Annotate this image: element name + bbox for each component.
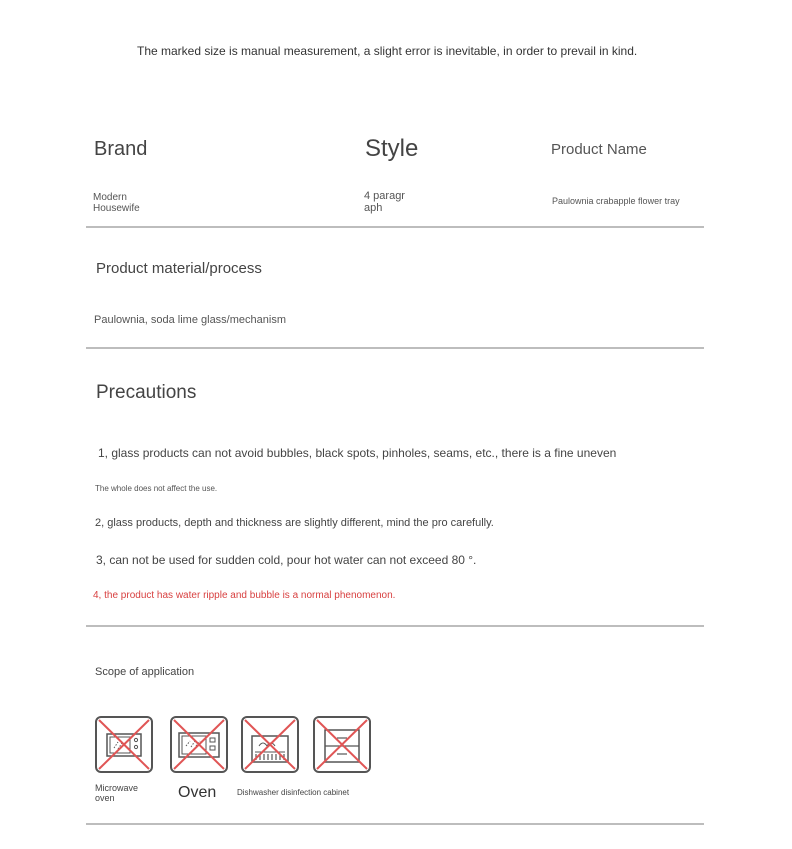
caption-oven: Oven: [178, 784, 217, 801]
product-name-label: Product Name: [551, 141, 647, 158]
material-value: Paulownia, soda lime glass/mechanism: [94, 314, 286, 326]
product-name-value: Paulownia crabapple flower tray: [552, 196, 680, 206]
material-label: Product material/process: [96, 260, 262, 277]
precaution-item-1-continued: The whole does not affect the use.: [95, 484, 218, 493]
divider: [86, 347, 704, 349]
divider: [86, 625, 704, 627]
style-value: 4 paragr aph: [364, 190, 405, 214]
disinfection-cabinet-crossed-icon: [313, 716, 371, 773]
caption-dishwasher: Dishwasher disinfection cabinet: [237, 788, 350, 797]
scope-title: Scope of application: [95, 666, 195, 678]
divider: [86, 823, 704, 825]
precaution-item-4: 4, the product has water ripple and bubble is a normal phenomenon.: [93, 590, 396, 601]
brand-value: Modern Housewife: [93, 192, 140, 214]
oven-crossed-icon: [170, 716, 228, 773]
measurement-note: The marked size is manual measurement, a slight error is inevitable, in order to prevail in kind.: [137, 44, 638, 58]
precaution-item-2: 2, glass products, depth and thickness are slightly different, mind the pro carefully.: [95, 517, 494, 529]
precaution-item-1: 1, glass products can not avoid bubbles, black spots, pinholes, seams, etc., there is a fine uneven: [98, 446, 617, 460]
style-label: Style: [365, 135, 419, 162]
microwave-crossed-icon: [95, 716, 153, 773]
brand-label: Brand: [94, 138, 148, 160]
caption-microwave: Microwave oven: [95, 783, 139, 803]
divider: [86, 226, 704, 228]
dishwasher-crossed-icon: [241, 716, 299, 773]
precaution-item-3: 3, can not be used for sudden cold, pour hot water can not exceed 80 °.: [96, 553, 477, 567]
precautions-title: Precautions: [96, 382, 197, 403]
